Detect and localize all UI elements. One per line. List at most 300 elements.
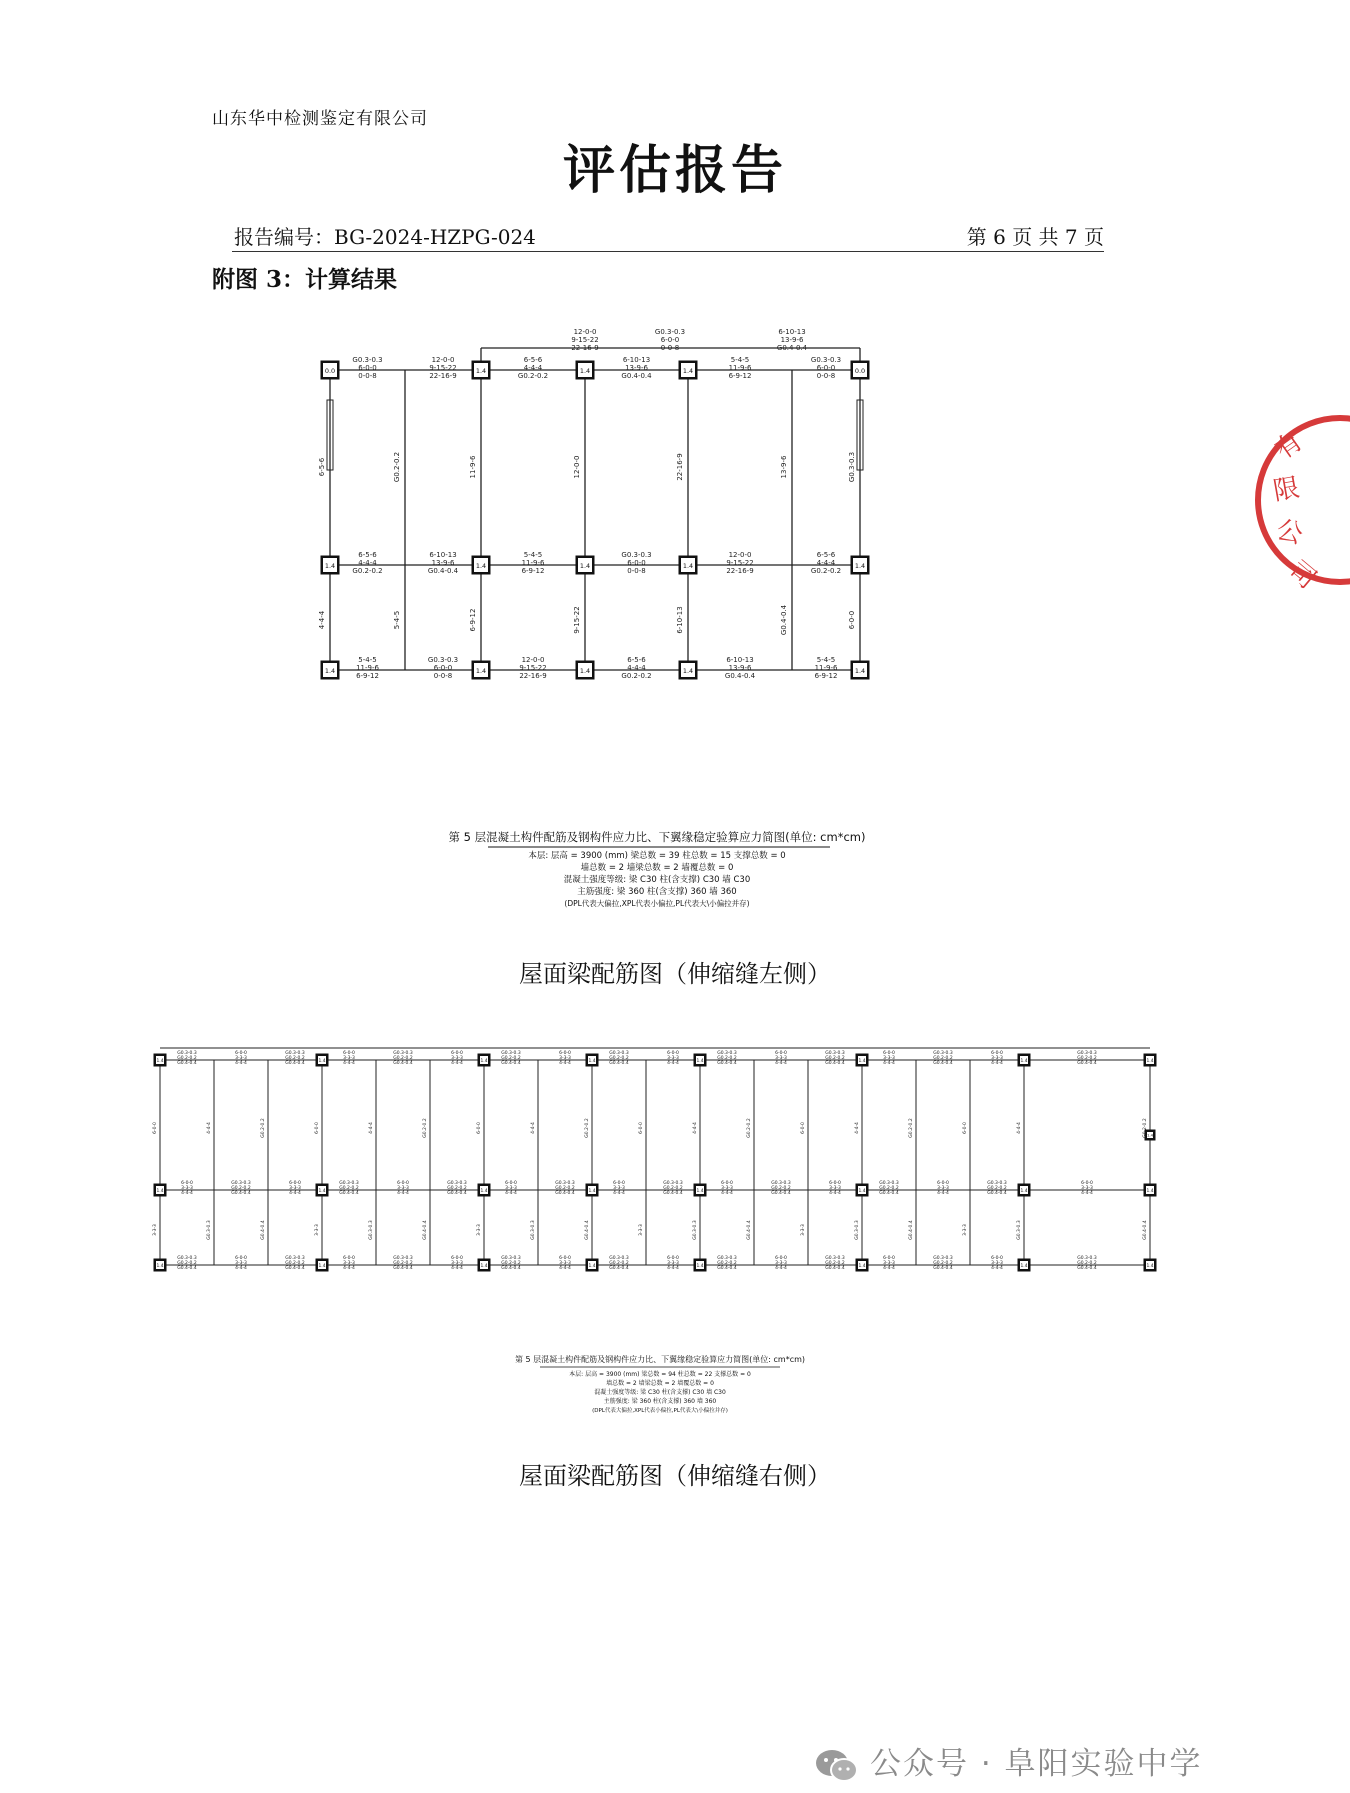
beam-annotation: 4-4-4 [523,364,543,372]
column-label: 1.4 [480,1058,488,1064]
beam-annotation: G0.2-0.2 [717,1056,737,1061]
beam-annotation: G0.2-0.2 [909,1118,914,1138]
beam-annotation: G0.2-0.2 [285,1056,305,1061]
column [472,661,491,680]
beam-annotation: G0.3-0.3 [654,328,686,336]
column [154,1184,167,1197]
beam-annotation: 11-9-6 [356,664,379,672]
beam-annotation: G0.2-0.2 [501,1056,521,1061]
beam-annotation: G0.2-0.2 [609,1261,629,1266]
beam-annotation: 6-0-0 [289,1181,301,1186]
page-info: 第 6 页 共 7 页 [966,225,1104,249]
beam-annotation: 6-10-13 [676,606,684,634]
beam-annotation: 6-0-0 [627,559,646,567]
column [679,661,698,680]
beam-annotation: G0.3-0.3 [231,1181,251,1186]
figure2-info-line-2: 墙总数 = 2 墙梁总数 = 2 墙覆总数 = 0 [606,1380,714,1387]
beam-annotation: 6-0-0 [667,1051,679,1056]
column [679,556,698,575]
column-label: 1.4 [682,666,694,675]
svg-text:公: 公 [1273,514,1307,551]
beam-annotation: G0.2-0.2 [879,1186,899,1191]
beam-annotation: G0.4-0.4 [909,1220,914,1240]
beam-annotation: G0.4-0.4 [393,1266,413,1271]
beam-annotation: 6-0-0 [559,1051,571,1056]
beam-annotation: G0.3-0.3 [501,1051,521,1056]
beam-annotation: G0.3-0.3 [771,1181,791,1186]
beam-annotation: G0.2-0.2 [987,1186,1007,1191]
beam-annotation: 4-4-4 [181,1191,193,1196]
column [851,556,870,575]
beam-annotation: G0.4-0.4 [177,1061,197,1066]
column-label: 1.4 [588,1263,596,1269]
beam-annotation: 6-0-0 [358,364,377,372]
beam-annotation: 0-0-8 [358,372,377,380]
beam-annotation: G0.2-0.2 [621,672,652,680]
wechat-icon [814,1748,860,1784]
beam-annotation: 9-15-22 [429,364,457,372]
beam-annotation: 4-4-4 [721,1191,733,1196]
beam-annotation: G0.4-0.4 [609,1266,629,1271]
column [576,661,595,680]
column [851,361,870,380]
beam-annotation: G0.2-0.2 [393,1261,413,1266]
beam-annotation: 3-3-3 [1081,1186,1093,1191]
beam-annotation: G0.4-0.4 [501,1061,521,1066]
column [694,1259,707,1272]
beam-annotation: G0.2-0.2 [717,1261,737,1266]
beam-annotation: G0.3-0.3 [393,1256,413,1261]
beam-annotation: 6-0-0 [315,1122,320,1134]
beam-annotation: 13-9-6 [780,455,788,479]
beam-annotation: 6-5-6 [816,551,836,559]
column-label: 1.4 [1147,1133,1153,1138]
beam-annotation: G0.2-0.2 [825,1261,845,1266]
beam-annotation: G0.3-0.3 [531,1220,536,1240]
beam-annotation: 12-0-0 [728,551,752,559]
column-label: 1.4 [156,1263,164,1269]
beam-annotation: G0.4-0.4 [177,1266,197,1271]
beam-annotation: 22-16-9 [429,372,457,380]
beam-annotation: 4-4-4 [627,664,646,672]
column [316,1054,329,1067]
beam-annotation: 4-4-4 [883,1266,895,1271]
beam-annotation: G0.2-0.2 [447,1186,467,1191]
column-label: 1.4 [324,561,336,570]
beam-annotation: G0.4-0.4 [285,1061,305,1066]
beam-annotation: 4-4-4 [451,1266,463,1271]
beam-annotation: 6-0-0 [775,1256,787,1261]
column-label: 1.4 [696,1188,704,1194]
beam-annotation: G0.2-0.2 [261,1118,266,1138]
beam-annotation: 22-16-9 [726,567,754,575]
beam-annotation: G0.2-0.2 [285,1261,305,1266]
beam-annotation: G0.3-0.3 [663,1181,683,1186]
beam-annotation: G0.3-0.3 [693,1220,698,1240]
svg-text:有: 有 [1269,426,1309,466]
beam-annotation: G0.2-0.2 [517,372,549,380]
beam-annotation: G0.2-0.2 [501,1261,521,1266]
beam-annotation: 6-0-0 [559,1256,571,1261]
beam-annotation: 3-3-3 [775,1056,787,1061]
beam-annotation: 12-0-0 [573,455,581,479]
figure2-title: 第 5 层混凝土构件配筋及钢构件应力比、下翼缘稳定验算应力简图(单位: cm*cm) [514,1355,806,1364]
column [1018,1054,1031,1067]
column [472,556,491,575]
beam-annotation: 4-4-4 [991,1266,1003,1271]
column [1018,1259,1031,1272]
column [576,556,595,575]
beam-annotation: 4-4-4 [667,1061,679,1066]
beam-annotation: 6-0-0 [343,1051,355,1056]
beam-annotation: 6-0-0 [991,1256,1003,1261]
beam-annotation: 6-9-12 [521,567,545,575]
column-label: 1.4 [480,1188,488,1194]
beam-annotation: 6-10-13 [429,551,457,559]
column [851,661,870,680]
beam-annotation: 4-4-4 [451,1061,463,1066]
beam-annotation: 3-3-3 [559,1056,571,1061]
column-label: 0.0 [324,366,336,375]
figure1-info-line-1: 本层: 层高 = 3900 (mm) 梁总数 = 39 柱总数 = 15 支撑总数 = 0 [528,851,786,861]
beam-annotation: 6-0-0 [883,1051,895,1056]
beam-annotation: G0.2-0.2 [177,1261,197,1266]
column-label: 1.4 [1146,1188,1154,1194]
beam-annotation: G0.4-0.4 [423,1220,428,1240]
beam-annotation: G0.2-0.2 [1077,1056,1097,1061]
beam-annotation: G0.3-0.3 [1077,1051,1097,1056]
beam-annotation: 22-16-9 [676,453,684,481]
beam-annotation: G0.3-0.3 [555,1181,575,1186]
beam-annotation: G0.4-0.4 [555,1191,575,1196]
column-label: 1.4 [579,561,591,570]
beam-annotation: G0.4-0.4 [717,1061,737,1066]
beam-annotation: G0.4-0.4 [771,1191,791,1196]
beam-annotation: 6-0-0 [451,1051,463,1056]
column-label: 1.4 [480,1263,488,1269]
beam-annotation: G0.4-0.4 [717,1266,737,1271]
beam-annotation: G0.3-0.3 [501,1256,521,1261]
beam-annotation: 6-5-6 [627,656,646,664]
beam-annotation: 5-4-5 [393,610,401,630]
beam-annotation: 3-3-3 [667,1056,679,1061]
beam-annotation: G0.2-0.2 [810,567,842,575]
column [586,1259,599,1272]
beam-annotation: 4-4-4 [816,559,836,567]
beam-annotation: G0.3-0.3 [621,551,652,559]
beam-annotation: G0.4-0.4 [747,1220,752,1240]
beam-annotation: 3-3-3 [883,1261,895,1266]
figure1-info-line-5: (DPL代表大偏拉,XPL代表小偏拉,PL代表大\小偏拉并存) [564,899,750,908]
beam-annotation: G0.4-0.4 [987,1191,1007,1196]
beam-annotation: 11-9-6 [521,559,545,567]
beam-annotation: G0.3-0.3 [285,1256,305,1261]
beam-annotation: 4-4-4 [369,1122,374,1134]
beam-annotation: 3-3-3 [343,1261,355,1266]
beam-annotation: G0.4-0.4 [285,1266,305,1271]
beam-annotation: 3-3-3 [963,1224,968,1236]
beam-annotation: G0.3-0.3 [609,1051,629,1056]
column [694,1184,707,1197]
beam-annotation: G0.3-0.3 [177,1256,197,1261]
beam-annotation: G0.2-0.2 [423,1118,428,1138]
beam-annotation: 4-4-4 [397,1191,409,1196]
beam-annotation: 22-16-9 [519,672,547,680]
column [472,361,491,380]
beam-annotation: 6-0-0 [1081,1181,1093,1186]
beam-annotation: 6-0-0 [343,1256,355,1261]
beam-annotation: 4-4-4 [613,1191,625,1196]
beam-annotation: 4-4-4 [289,1191,301,1196]
beam-annotation: G0.3-0.3 [427,656,459,664]
column-label: 1.4 [1146,1058,1154,1064]
beam-annotation: 3-3-3 [775,1261,787,1266]
beam-annotation: 6-0-0 [721,1181,733,1186]
column [856,1054,869,1067]
report-header-line [232,219,1104,252]
beam-annotation: 6-0-0 [667,1256,679,1261]
column-label: 1.4 [475,366,487,375]
beam-annotation: 4-4-4 [531,1122,536,1134]
document-title: 评估报告 [562,140,787,201]
beam-annotation: G0.3-0.3 [207,1220,212,1240]
watermark-text: 公众号 · 阜阳实验中学 [870,1746,1203,1782]
beam-annotation: 22-16-9 [571,344,599,352]
column [316,1184,329,1197]
beam-annotation: 6-0-0 [153,1122,158,1134]
beam-annotation: 13-9-6 [625,364,648,372]
beam-annotation: 4-4-4 [235,1266,247,1271]
svg-text:司: 司 [1282,555,1322,596]
beam-annotation: 9-15-22 [726,559,754,567]
beam-annotation: G0.3-0.3 [717,1256,737,1261]
column-label: 1.4 [318,1058,326,1064]
beam-annotation: 6-0-0 [660,336,680,344]
beam-annotation: 6-0-0 [775,1051,787,1056]
beam-annotation: 6-9-12 [728,372,752,380]
beam-annotation: G0.3-0.3 [987,1181,1007,1186]
beam-annotation: G0.3-0.3 [717,1051,737,1056]
beam-annotation: G0.3-0.3 [447,1181,467,1186]
beam-annotation: 11-9-6 [814,664,838,672]
beam-annotation: 4-4-4 [883,1061,895,1066]
beam-annotation: 3-3-3 [883,1056,895,1061]
beam-annotation: G0.3-0.3 [1017,1220,1022,1240]
beam-annotation: G0.2-0.2 [609,1056,629,1061]
beam-annotation: 3-3-3 [451,1056,463,1061]
beam-annotation: G0.4-0.4 [585,1220,590,1240]
beam-annotation: 3-3-3 [315,1224,320,1236]
beam-annotation: G0.4-0.4 [879,1191,899,1196]
beam-annotation: 12-0-0 [573,328,597,336]
beam-annotation: 13-9-6 [431,559,455,567]
beam-annotation: G0.3-0.3 [393,1051,413,1056]
beam-annotation: G0.3-0.3 [285,1051,305,1056]
beam-annotation: 4-4-4 [318,610,326,630]
beam-annotation: G0.4-0.4 [393,1061,413,1066]
beam-annotation: G0.2-0.2 [231,1186,251,1191]
beam-annotation: 9-15-22 [571,336,599,344]
beam-annotation: G0.4-0.4 [427,567,459,575]
column [586,1184,599,1197]
beam-annotation: G0.4-0.4 [501,1266,521,1271]
beam-annotation: 3-3-3 [153,1224,158,1236]
beam-annotation: G0.3-0.3 [609,1256,629,1261]
beam-annotation: 3-3-3 [559,1261,571,1266]
column [856,1259,869,1272]
beam-annotation: 3-3-3 [667,1261,679,1266]
column-label: 1.4 [858,1263,866,1269]
beam-annotation: G0.3-0.3 [855,1220,860,1240]
beam-annotation: 5-4-5 [816,656,836,664]
beam-annotation: G0.4-0.4 [1077,1266,1097,1271]
beam-annotation: G0.4-0.4 [724,672,756,680]
column [321,661,340,680]
beam-annotation: 3-3-3 [397,1186,409,1191]
beam-annotation: 3-3-3 [991,1056,1003,1061]
beam-annotation: G0.2-0.2 [1143,1118,1148,1138]
beam-annotation: 6-0-0 [991,1051,1003,1056]
column [154,1259,167,1272]
beam-annotation: G0.3-0.3 [825,1256,845,1261]
beam-annotation: 6-0-0 [883,1256,895,1261]
beam-annotation: 4-4-4 [343,1061,355,1066]
column-label: 1.4 [318,1188,326,1194]
beam-annotation: 4-4-4 [991,1061,1003,1066]
column [1144,1054,1157,1067]
beam-annotation: 4-4-4 [855,1122,860,1134]
beam-annotation: G0.3-0.3 [825,1051,845,1056]
beam-annotation: G0.4-0.4 [621,372,652,380]
beam-annotation: 4-4-4 [693,1122,698,1134]
column-label: 1.4 [579,666,591,675]
column [1018,1184,1031,1197]
beam-annotation: 4-4-4 [937,1191,949,1196]
column-label: 1.4 [156,1058,164,1064]
beam-annotation: 4-4-4 [559,1266,571,1271]
figure2-info-line-3: 混凝土强度等级: 梁 C30 柱(含支撑) C30 墙 C30 [594,1389,726,1396]
column [1144,1184,1157,1197]
column [856,1184,869,1197]
beam-annotation: 3-3-3 [991,1261,1003,1266]
beam-annotation: G0.4-0.4 [663,1191,683,1196]
column-label: 1.4 [682,561,694,570]
column [478,1184,491,1197]
beam-annotation: 6-0-0 [829,1181,841,1186]
beam-annotation: 6-5-6 [523,356,543,364]
beam-annotation: 6-0-0 [397,1181,409,1186]
column-label: 1.4 [318,1263,326,1269]
beam-annotation: G0.2-0.2 [585,1118,590,1138]
column [576,361,595,380]
beam-annotation: G0.3-0.3 [352,356,383,364]
beam-annotation: 6-9-12 [469,608,477,632]
beam-annotation: 4-4-4 [1017,1122,1022,1134]
report-number: 报告编号：BG-2024-HZPG-024 [234,225,536,249]
column [1144,1259,1157,1272]
beam-annotation: 3-3-3 [937,1186,949,1191]
beam-annotation: 3-3-3 [505,1186,517,1191]
column [316,1259,329,1272]
column-label: 1.4 [588,1058,596,1064]
beam-annotation: G0.2-0.2 [933,1056,953,1061]
figure2-info-line-5: (DPL代表大偏拉,XPL代表小偏拉,PL代表大\小偏拉并存) [592,1408,728,1414]
beam-annotation: 6-0-0 [639,1122,644,1134]
column-label: 1.4 [682,366,694,375]
beam-annotation: 6-10-13 [726,656,754,664]
beam-annotation: G0.2-0.2 [747,1118,752,1138]
beam-annotation: 6-0-0 [505,1181,517,1186]
beam-annotation: 6-0-0 [963,1122,968,1134]
beam-annotation: G0.4-0.4 [1143,1220,1148,1240]
column-label: 1.4 [1146,1263,1154,1269]
beam-annotation: 0-0-8 [660,344,680,352]
column [154,1054,167,1067]
column-label: 1.4 [475,561,487,570]
beam-annotation: 13-9-6 [728,664,752,672]
beam-annotation: 6-10-13 [778,328,806,336]
beam-annotation: G0.3-0.3 [1077,1256,1097,1261]
figure1-info-line-2: 墙总数 = 2 墙梁总数 = 2 墙覆总数 = 0 [580,863,734,873]
figure1-title: 第 5 层混凝土构件配筋及钢构件应力比、下翼缘稳定验算应力简图(单位: cm*cm) [448,830,866,844]
beam-annotation: G0.2-0.2 [393,451,401,483]
beam-annotation: G0.3-0.3 [810,356,842,364]
beam-annotation: 5-4-5 [730,356,750,364]
roof-beam-drawing-right [150,1025,1170,1420]
beam-annotation: G0.4-0.4 [231,1191,251,1196]
beam-annotation: 13-9-6 [780,336,804,344]
beam-annotation: 6-5-6 [318,457,326,477]
beam-annotation: G0.3-0.3 [339,1181,359,1186]
column [586,1054,599,1067]
beam-annotation: 11-9-6 [469,455,477,479]
figure2-info-line-1: 本层: 层高 = 3900 (mm) 梁总数 = 94 柱总数 = 22 支撑总数 = 0 [569,1371,751,1378]
figure1-info-line-4: 主筋强度: 梁 360 柱(含支撑) 360 墙 360 [577,887,737,897]
beam-annotation: G0.3-0.3 [369,1220,374,1240]
beam-annotation: 12-0-0 [431,356,455,364]
figure1-caption: 屋面梁配筋图（伸缩缝左侧） [519,960,831,988]
column-label: 1.4 [1020,1263,1028,1269]
beam-annotation: 6-0-0 [451,1256,463,1261]
beam-annotation: 3-3-3 [181,1186,193,1191]
beam-annotation: G0.2-0.2 [555,1186,575,1191]
beam-annotation: G0.2-0.2 [933,1261,953,1266]
column-label: 1.4 [854,561,866,570]
beam-annotation: 4-4-4 [235,1061,247,1066]
beam-annotation: 0-0-8 [816,372,836,380]
beam-annotation: G0.2-0.2 [825,1056,845,1061]
beam-annotation: 0-0-8 [627,567,646,575]
beam-annotation: 5-4-5 [358,656,377,664]
figure1-info-line-3: 混凝土强度等级: 梁 C30 柱(含支撑) C30 墙 C30 [563,875,751,885]
beam-annotation: 6-0-0 [801,1122,806,1134]
beam-annotation: 3-3-3 [801,1224,806,1236]
beam-annotation: 4-4-4 [775,1061,787,1066]
beam-annotation: 3-3-3 [613,1186,625,1191]
beam-annotation: G0.4-0.4 [609,1061,629,1066]
beam-annotation: 6-0-0 [613,1181,625,1186]
beam-annotation: G0.2-0.2 [771,1186,791,1191]
beam-annotation: 3-3-3 [235,1056,247,1061]
beam-annotation: 4-4-4 [207,1122,212,1134]
beam-annotation: 6-10-13 [622,356,651,364]
column-label: 1.4 [854,666,866,675]
roof-beam-drawing-left [318,328,1010,908]
beam-annotation: G0.2-0.2 [339,1186,359,1191]
column [478,1259,491,1272]
beam-annotation: 6-0-0 [181,1181,193,1186]
beam-annotation: G0.4-0.4 [1077,1061,1097,1066]
